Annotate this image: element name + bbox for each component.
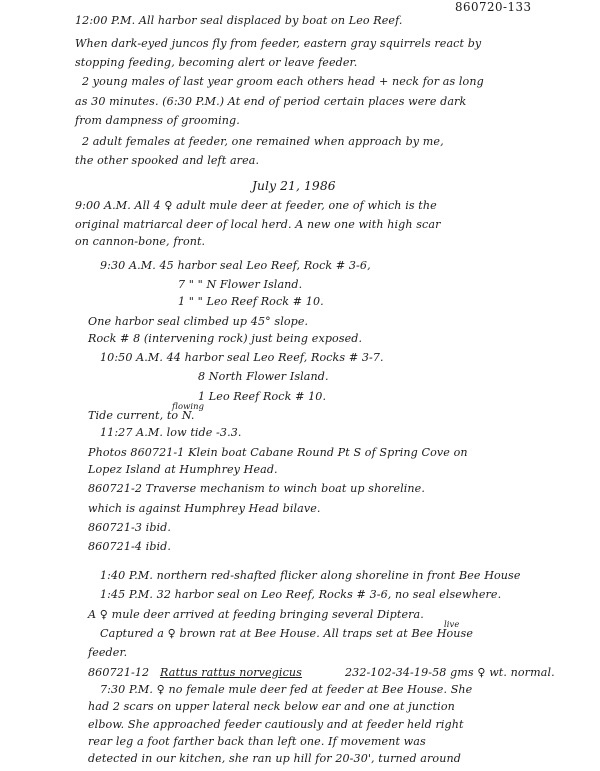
note-line: Captured a ♀ brown rat at Bee House. All traps set at Bee House [100, 627, 474, 641]
specimen-measurements: 232-102-34-19-58 gms ♀ wt. normal. [345, 665, 555, 679]
note-line: 860721-2 Traverse mechanism to winch boat up shoreline. [88, 482, 425, 496]
note-line: 11:27 A.M. low tide -3.3. [100, 426, 242, 440]
note-line: the other spooked and left area. [75, 154, 260, 168]
page-id: 860720-133 [455, 0, 532, 14]
note-line: 8 North Flower Island. [198, 370, 329, 384]
note-line: 7 " " N Flower Island. [178, 277, 303, 291]
note-line: feeder. [88, 646, 128, 660]
note-line: 9:00 A.M. All 4 ♀ adult mule deer at feeder, one of which is the [75, 198, 437, 212]
inserted-word: live [444, 619, 460, 630]
note-line: 1:40 P.M. northern red-shafted flicker along shoreline in front Bee House [100, 569, 521, 583]
note-line: from dampness of grooming. [75, 113, 240, 127]
note-line: 2 adult females at feeder, one remained when approach by me, [82, 135, 444, 149]
note-line: as 30 minutes. (6:30 P.M.) At end of period certain places were dark [75, 94, 467, 108]
note-line: 9:30 A.M. 45 harbor seal Leo Reef, Rock # 3-6, [100, 258, 371, 272]
note-line: A ♀ mule deer arrived at feeding bringing several Diptera. [88, 607, 424, 621]
note-line: detected in our kitchen, she ran up hill for 20-30', turned around [88, 752, 461, 766]
species-name: Rattus rattus norvegicus [160, 665, 302, 679]
note-line: Tide current, to N. [88, 409, 195, 423]
note-line: on cannon-bone, front. [75, 235, 206, 249]
note-line: Lopez Island at Humphrey Head. [88, 463, 278, 477]
note-line: 1 Leo Reef Rock # 10. [198, 389, 327, 403]
note-line: 10:50 A.M. 44 harbor seal Leo Reef, Rocks # 3-7. [100, 351, 384, 365]
note-line: which is against Humphrey Head bilave. [88, 501, 321, 515]
note-line: 860721-3 ibid. [88, 520, 172, 534]
specimen-id: 860721-12 [88, 665, 150, 679]
inserted-word: flowing [172, 401, 205, 412]
note-line: 7:30 P.M. ♀ no female mule deer fed at feeder at Bee House. She [100, 683, 473, 697]
note-line: had 2 scars on upper lateral neck below ear and one at junction [88, 700, 455, 714]
note-line: One harbor seal climbed up 45° slope. [88, 314, 309, 328]
note-line: When dark-eyed juncos fly from feeder, eastern gray squirrels react by [75, 36, 482, 50]
note-line: 1:45 P.M. 32 harbor seal on Leo Reef, Rocks # 3-6, no seal elsewhere. [100, 588, 502, 602]
note-line: original matriarcal deer of local herd. A new one with high scar [75, 218, 441, 232]
entry-date: July 21, 1986 [252, 179, 336, 194]
note-line: 860721-4 ibid. [88, 540, 172, 554]
note-line: 1 " " Leo Reef Rock # 10. [178, 295, 324, 309]
note-line: 12:00 P.M. All harbor seal displaced by boat on Leo Reef. [75, 13, 403, 27]
note-line: 2 young males of last year groom each others head + neck for as long [82, 75, 484, 89]
note-line: Photos 860721-1 Klein boat Cabane Round Pt S of Spring Cove on [88, 445, 468, 459]
note-line: stopping feeding, becoming alert or leave feeder. [75, 55, 358, 69]
note-line: rear leg a foot farther back than left one. If movement was [88, 735, 426, 749]
note-line: elbow. She approached feeder cautiously and at feeder held right [88, 717, 464, 731]
note-line: Rock # 8 (intervening rock) just being exposed. [88, 331, 363, 345]
